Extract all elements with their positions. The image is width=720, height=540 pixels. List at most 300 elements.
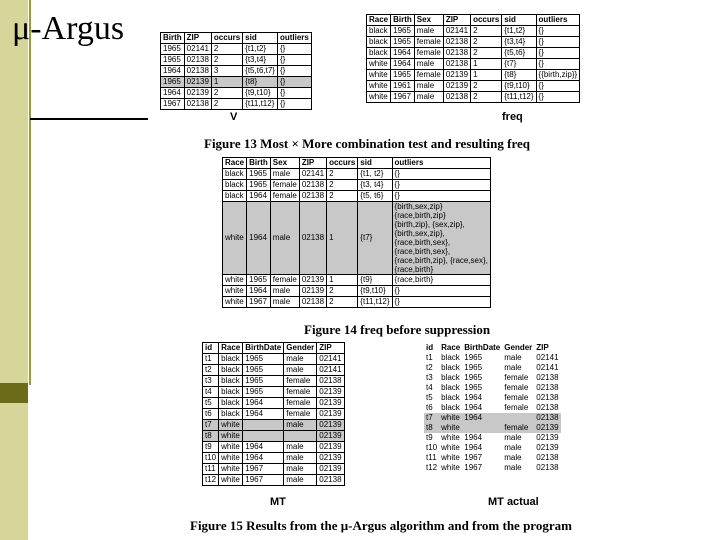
- freq-cell: 1: [471, 70, 502, 81]
- freq-cell: {{birth,zip}}: [536, 70, 580, 81]
- mt-actual-cell: 02141: [536, 363, 559, 372]
- mt-cell: t9: [203, 442, 219, 453]
- fig14-row: [223, 202, 491, 275]
- mt-actual-cell: black: [441, 393, 460, 402]
- v-cell: {t9,t10}: [243, 88, 278, 99]
- title-underline: [30, 118, 148, 120]
- outlier-line: {race,birth,sex},: [394, 247, 451, 256]
- mt-actual-cell: 02138: [536, 393, 559, 402]
- mt-actual-cell: black: [441, 383, 460, 392]
- mt-actual-cell: black: [441, 363, 460, 372]
- mt-cell: white: [219, 453, 243, 464]
- mt-actual-cell: 02138: [536, 373, 559, 382]
- fig14-cell: {}: [392, 191, 490, 202]
- mt-actual-cell: t2: [426, 363, 433, 372]
- outlier-line: {race,birth,sex},: [394, 238, 451, 247]
- v-label: V: [230, 111, 238, 123]
- v-cell: {}: [277, 55, 311, 66]
- v-row: [161, 55, 312, 66]
- freq-cell: female: [414, 37, 443, 48]
- fig14-cell: 2: [327, 286, 358, 297]
- mt-cell: 02141: [317, 365, 344, 376]
- mt-actual-cell: female: [504, 403, 529, 412]
- freq-cell: 02139: [443, 70, 470, 81]
- mt-cell: 1964: [243, 453, 284, 464]
- fig14-cell: male: [270, 202, 299, 275]
- freq-cell: 02141: [443, 26, 470, 37]
- v-cell: {t3,t4}: [243, 55, 278, 66]
- fig14-cell: 2: [327, 180, 358, 191]
- mt-cell: t7: [203, 420, 219, 431]
- fig14-cell: 02138: [299, 297, 326, 308]
- mt-cell: [243, 420, 284, 431]
- mt-cell: white: [219, 442, 243, 453]
- freq-cell: 1965: [391, 37, 415, 48]
- mt-actual-cell: 02138: [536, 403, 559, 412]
- freq-row: [367, 59, 580, 70]
- fig14-cell: 02138: [299, 202, 326, 275]
- mt-row: [203, 464, 345, 475]
- mt-actual-cell: 1967: [464, 453, 483, 462]
- v-cell: 2: [211, 44, 242, 55]
- freq-row: [367, 70, 580, 81]
- mt-cell: 02139: [317, 387, 344, 398]
- v-cell: {t1,t2}: [243, 44, 278, 55]
- v-row: [161, 77, 312, 88]
- mt-actual-cell: male: [504, 463, 522, 472]
- mt-actual-cell: 02139: [536, 423, 559, 432]
- mt-actual-row: [424, 383, 561, 393]
- fig14-cell: black: [223, 191, 247, 202]
- v-cell: {t8}: [243, 77, 278, 88]
- freq-cell: 02139: [443, 81, 470, 92]
- fig14-cell: male: [270, 169, 299, 180]
- mt-cell: t6: [203, 409, 219, 420]
- freq-cell: 2: [471, 92, 502, 103]
- freq-cell: 2: [471, 26, 502, 37]
- v-cell: 02138: [184, 66, 211, 77]
- mt-actual-cell: 1965: [464, 363, 483, 372]
- mt-cell: 02138: [317, 475, 344, 486]
- mt-actual-cell: t9: [426, 433, 433, 442]
- figure-15-caption: Figure 15 Results from the μ-Argus algorithm and from the program: [190, 518, 572, 533]
- mt-cell: t4: [203, 387, 219, 398]
- freq-table: [366, 14, 580, 103]
- v-cell: {}: [277, 88, 311, 99]
- outlier-line: {birth,zip}, {sex,zip},: [394, 220, 465, 229]
- mt-cell: t8: [203, 431, 219, 442]
- fig14-cell: male: [270, 286, 299, 297]
- fig14-cell: female: [270, 275, 299, 286]
- mt-cell: black: [219, 354, 243, 365]
- v-header: Birth: [161, 33, 185, 44]
- mt-cell: 02139: [317, 398, 344, 409]
- mt-actual-cell: t6: [426, 403, 433, 412]
- mt-actual-cell: 1965: [464, 383, 483, 392]
- mt-actual-cell: white: [441, 463, 460, 472]
- mt-cell: 1965: [243, 376, 284, 387]
- mt-cell: 1965: [243, 354, 284, 365]
- mt-actual-cell: t4: [426, 383, 433, 392]
- mt-cell: female: [284, 376, 317, 387]
- slide-title: μ-Argus: [12, 10, 125, 47]
- freq-cell: female: [414, 48, 443, 59]
- mt-actual-cell: 02141: [536, 353, 559, 362]
- freq-cell: {}: [536, 37, 580, 48]
- freq-cell: female: [414, 70, 443, 81]
- fig14-cell: {race,birth}: [392, 275, 490, 286]
- mt-cell: [284, 431, 317, 442]
- mt-cell: white: [219, 420, 243, 431]
- v-header: outliers: [277, 33, 311, 44]
- mt-actual-cell: black: [441, 353, 460, 362]
- freq-header: occurs: [471, 15, 502, 26]
- v-cell: {}: [277, 44, 311, 55]
- fig14-row: [223, 286, 491, 297]
- mt-actual-cell: t8: [426, 423, 433, 432]
- fig14-cell: {t9,t10}: [358, 286, 392, 297]
- mt-header: Gender: [284, 343, 317, 354]
- freq-cell: white: [367, 81, 391, 92]
- v-cell: 2: [211, 99, 242, 110]
- freq-cell: 02138: [443, 37, 470, 48]
- fig14-cell: {}: [392, 297, 490, 308]
- freq-cell: {}: [536, 92, 580, 103]
- fig14-cell: 02139: [299, 275, 326, 286]
- freq-cell: black: [367, 48, 391, 59]
- mt-cell: white: [219, 475, 243, 486]
- mt-cell: 02139: [317, 409, 344, 420]
- mt-header: id: [203, 343, 219, 354]
- mt-actual-cell: male: [504, 363, 522, 372]
- fig14-cell: 1965: [247, 275, 271, 286]
- mt-actual-row: [424, 423, 561, 433]
- mt-row: [203, 387, 345, 398]
- mt-actual-label: MT actual: [488, 496, 539, 508]
- mt-label: MT: [270, 496, 286, 508]
- mt-actual-row: [424, 413, 561, 423]
- mt-actual-row: [424, 393, 561, 403]
- mt-actual-cell: 1964: [464, 433, 483, 442]
- freq-cell: 1964: [391, 48, 415, 59]
- fig14-cell: {}: [392, 286, 490, 297]
- mt-actual-cell: white: [441, 433, 460, 442]
- mt-actual-cell: 1964: [464, 413, 483, 422]
- mt-actual-cell: 1965: [464, 353, 483, 362]
- freq-cell: {t7}: [502, 59, 536, 70]
- freq-header: outliers: [536, 15, 580, 26]
- freq-cell: {t11,t12}: [502, 92, 536, 103]
- mt-cell: t3: [203, 376, 219, 387]
- fig14-cell: 1: [327, 202, 358, 275]
- mt-row: [203, 354, 345, 365]
- freq-cell: {t9,t10}: [502, 81, 536, 92]
- mt-actual-row: [424, 403, 561, 413]
- fig14-cell: male: [270, 297, 299, 308]
- freq-cell: 02138: [443, 92, 470, 103]
- mt-cell: t1: [203, 354, 219, 365]
- fig14-header: ZIP: [299, 158, 326, 169]
- mt-cell: female: [284, 387, 317, 398]
- mt-actual-row: [424, 453, 561, 463]
- freq-label: freq: [502, 111, 523, 123]
- mt-actual-row: [424, 463, 561, 473]
- fig14-cell: white: [223, 275, 247, 286]
- freq-cell: {t3,t4}: [502, 37, 536, 48]
- fig14-cell: white: [223, 202, 247, 275]
- mt-actual-cell: white: [441, 453, 460, 462]
- freq-cell: {}: [536, 48, 580, 59]
- fig14-header: Race: [223, 158, 247, 169]
- mt-cell: 1964: [243, 398, 284, 409]
- mt-header: BirthDate: [243, 343, 284, 354]
- mt-cell: t2: [203, 365, 219, 376]
- mt-actual-cell: black: [441, 373, 460, 382]
- sidebar-bar: [0, 0, 28, 540]
- mt-row: [203, 431, 345, 442]
- sidebar-accent: [0, 383, 28, 403]
- mt-actual-cell: 02138: [536, 453, 559, 462]
- freq-cell: male: [414, 26, 443, 37]
- mt-cell: [243, 431, 284, 442]
- freq-row: [367, 48, 580, 59]
- mt-actual-cell: 1967: [464, 463, 483, 472]
- fig14-header: sid: [358, 158, 392, 169]
- fig14-row: [223, 169, 491, 180]
- fig14-cell: white: [223, 286, 247, 297]
- mt-actual-cell: female: [504, 423, 529, 432]
- fig14-cell: 1964: [247, 202, 271, 275]
- mt-header: ZIP: [317, 343, 344, 354]
- mt-actual-cell: t3: [426, 373, 433, 382]
- fig14-cell: white: [223, 297, 247, 308]
- mt-cell: 02139: [317, 464, 344, 475]
- mt-actual-cell: female: [504, 373, 529, 382]
- mt-actual-cell: t5: [426, 393, 433, 402]
- freq-header: sid: [502, 15, 536, 26]
- mt-actual-cell: 1964: [464, 393, 483, 402]
- mt-row: [203, 409, 345, 420]
- freq-cell: {}: [536, 26, 580, 37]
- mt-cell: 02139: [317, 431, 344, 442]
- v-cell: {t11,t12}: [243, 99, 278, 110]
- fig14-cell: {t3, t4}: [358, 180, 392, 191]
- mt-cell: black: [219, 387, 243, 398]
- freq-cell: white: [367, 70, 391, 81]
- v-row: [161, 44, 312, 55]
- mt-actual-cell: [502, 413, 534, 423]
- freq-header: Sex: [414, 15, 443, 26]
- freq-cell: 1967: [391, 92, 415, 103]
- fig14-row: [223, 297, 491, 308]
- mt-cell: t11: [203, 464, 219, 475]
- fig14-cell: 1965: [247, 169, 271, 180]
- fig14-cell: 2: [327, 191, 358, 202]
- fig14-cell: 2: [327, 297, 358, 308]
- mt-header: Race: [219, 343, 243, 354]
- fig14-cell: 1964: [247, 191, 271, 202]
- fig14-row: [223, 191, 491, 202]
- freq-cell: {}: [536, 59, 580, 70]
- fig14-cell: female: [270, 191, 299, 202]
- mt-actual-cell: black: [441, 403, 460, 412]
- figure-13-caption: Figure 13 Most × More combination test and resulting freq: [204, 136, 531, 151]
- freq-cell: male: [414, 81, 443, 92]
- freq-cell: 1: [471, 59, 502, 70]
- fig14-header: Birth: [247, 158, 271, 169]
- mt-cell: black: [219, 376, 243, 387]
- mt-actual-cell: male: [504, 353, 522, 362]
- mt-cell: male: [284, 453, 317, 464]
- mt-row: [203, 442, 345, 453]
- figure-14-caption: Figure 14 freq before suppression: [304, 322, 491, 337]
- outlier-line: {race,birth}: [394, 265, 434, 274]
- fig14-cell: 02138: [299, 180, 326, 191]
- mt-actual-cell: 1964: [464, 403, 483, 412]
- fig14-cell: 1967: [247, 297, 271, 308]
- mt-cell: black: [219, 365, 243, 376]
- mt-actual-cell: 1965: [464, 373, 483, 382]
- mt-cell: t10: [203, 453, 219, 464]
- freq-row: [367, 26, 580, 37]
- mt-actual-cell: t11: [426, 453, 437, 462]
- freq-cell: 1961: [391, 81, 415, 92]
- v-cell: 1965: [161, 44, 185, 55]
- mt-actual-cell: 02139: [536, 433, 559, 442]
- v-row: [161, 99, 312, 110]
- fig14-cell: {t9}: [358, 275, 392, 286]
- outlier-line: {birth,sex,zip}: [394, 202, 443, 211]
- freq-cell: 1965: [391, 26, 415, 37]
- mt-cell: male: [284, 475, 317, 486]
- fig14-cell: female: [270, 180, 299, 191]
- mt-actual-cell: male: [504, 453, 522, 462]
- v-cell: 02141: [184, 44, 211, 55]
- mt-cell: 1964: [243, 409, 284, 420]
- mt-actual-cell: t12: [426, 463, 438, 472]
- mt-actual-table: [424, 343, 561, 473]
- mt-cell: white: [219, 464, 243, 475]
- outlier-line: {race,birth,zip}, {race,sex},: [394, 256, 488, 265]
- fig14-cell: 2: [327, 169, 358, 180]
- v-cell: 02139: [184, 77, 211, 88]
- freq-cell: 1964: [391, 59, 415, 70]
- freq-cell: male: [414, 59, 443, 70]
- mt-cell: t5: [203, 398, 219, 409]
- fig14-cell: {}: [392, 169, 490, 180]
- mt-row: [203, 420, 345, 431]
- freq-header: Birth: [391, 15, 415, 26]
- mt-cell: 1967: [243, 475, 284, 486]
- mt-actual-header: BirthDate: [464, 343, 501, 352]
- mt-actual-cell: [462, 423, 502, 433]
- fig14-row: [223, 180, 491, 191]
- fig14-header: outliers: [392, 158, 490, 169]
- fig14-cell: 1964: [247, 286, 271, 297]
- mt-cell: black: [219, 409, 243, 420]
- fig14-cell: {t5, t6}: [358, 191, 392, 202]
- v-cell: {}: [277, 66, 311, 77]
- v-row: [161, 66, 312, 77]
- freq-header: ZIP: [443, 15, 470, 26]
- freq-cell: 1965: [391, 70, 415, 81]
- mt-cell: t12: [203, 475, 219, 486]
- mt-cell: male: [284, 354, 317, 365]
- mt-actual-cell: 1964: [464, 443, 483, 452]
- v-header: occurs: [211, 33, 242, 44]
- freq-cell: black: [367, 37, 391, 48]
- fig14-cell: black: [223, 169, 247, 180]
- freq-cell: 02138: [443, 59, 470, 70]
- freq-cell: 2: [471, 48, 502, 59]
- freq-header: Race: [367, 15, 391, 26]
- v-cell: {}: [277, 77, 311, 88]
- mt-cell: 02138: [317, 376, 344, 387]
- mt-actual-cell: 02139: [536, 443, 559, 452]
- freq-cell: {t8}: [502, 70, 536, 81]
- freq-cell: 02138: [443, 48, 470, 59]
- mt-cell: 1964: [243, 442, 284, 453]
- mt-cell: male: [284, 365, 317, 376]
- outlier-line: {birth,sex,zip},: [394, 229, 445, 238]
- mt-actual-cell: 02138: [536, 383, 559, 392]
- fig14-cell: {t11,t12}: [358, 297, 392, 308]
- v-cell: {}: [277, 99, 311, 110]
- mt-actual-cell: female: [504, 393, 529, 402]
- v-cell: 02138: [184, 99, 211, 110]
- mt-cell: 1965: [243, 365, 284, 376]
- mt-row: [203, 475, 345, 486]
- v-cell: 1965: [161, 55, 185, 66]
- v-cell: 1964: [161, 66, 185, 77]
- freq-cell: {t5,t6}: [502, 48, 536, 59]
- mt-actual-row: [424, 433, 561, 443]
- mt-actual-cell: white: [441, 413, 460, 422]
- fig14-cell: 1965: [247, 180, 271, 191]
- mt-actual-cell: male: [504, 433, 522, 442]
- fig14-row: [223, 275, 491, 286]
- fig14-cell: [392, 202, 490, 275]
- v-cell: 3: [211, 66, 242, 77]
- mt-cell: black: [219, 398, 243, 409]
- fig14-header: occurs: [327, 158, 358, 169]
- mt-cell: 02139: [317, 420, 344, 431]
- mt-cell: 02139: [317, 442, 344, 453]
- mt-cell: 02139: [317, 453, 344, 464]
- freq-cell: 2: [471, 81, 502, 92]
- v-cell: 1967: [161, 99, 185, 110]
- sidebar-line: [29, 0, 31, 385]
- mt-table: [202, 342, 345, 486]
- fig14-cell: black: [223, 180, 247, 191]
- mt-actual-row: [424, 353, 561, 363]
- mt-actual-row: [424, 363, 561, 373]
- v-table: [160, 32, 312, 110]
- mt-actual-cell: white: [441, 443, 460, 452]
- freq-row: [367, 92, 580, 103]
- mt-row: [203, 398, 345, 409]
- mt-cell: male: [284, 420, 317, 431]
- mt-row: [203, 365, 345, 376]
- mt-cell: 02141: [317, 354, 344, 365]
- fig14-cell: {t1, t2}: [358, 169, 392, 180]
- mt-actual-cell: t10: [426, 443, 438, 452]
- freq-cell: white: [367, 92, 391, 103]
- freq-row: [367, 81, 580, 92]
- freq-cell: {}: [536, 81, 580, 92]
- mt-cell: 1965: [243, 387, 284, 398]
- v-cell: 02139: [184, 88, 211, 99]
